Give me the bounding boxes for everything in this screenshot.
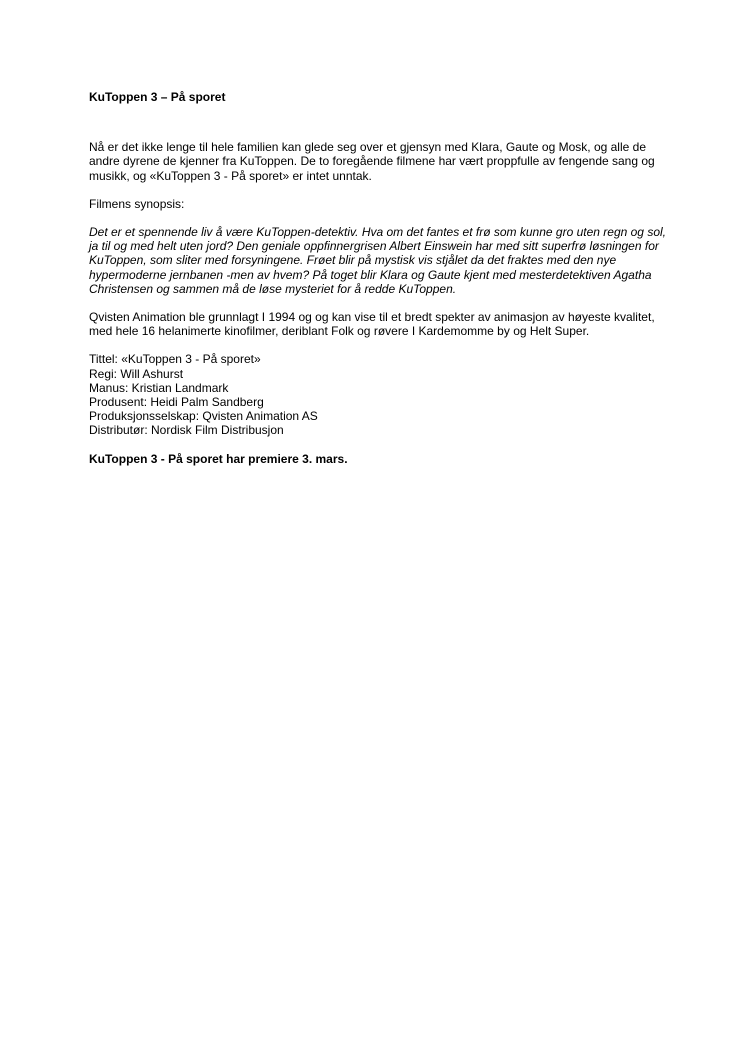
synopsis-paragraph: Det er et spennende liv å være KuToppen-detektiv. Hva om det fantes et frø som kunne gro uten regn og sol, ja til og med helt uten jord? Den geniale oppfinnergrisen Albert Einswein har med sitt superfrø løsningen for KuToppen, som sliter med forsyningene. Frøet blir på mystisk vis stjålet da det fraktes med den nye hypermoderne jernbanen -men av hvem? På toget blir Klara og Gaute kjent med mesterdetektiven Agatha Christensen og sammen må de løse mysteriet for å redde KuToppen. [89,225,666,296]
credit-distributor: Distributør: Nordisk Film Distribusjon [89,423,284,438]
credit-company: Produksjonsselskap: Qvisten Animation AS [89,409,318,424]
about-paragraph: Qvisten Animation ble grunnlagt I 1994 og og kan vise til et bredt spekter av animasjon av høyeste kvalitet, med hele 16 helanimerte kinofilmer, deriblant Folk og røvere I Kardemomme by og Helt Super. [89,310,655,339]
credit-title: Tittel: «KuToppen 3 - På sporet» [89,352,261,367]
credit-writer: Manus: Kristian Landmark [89,380,229,395]
intro-paragraph: Nå er det ikke lenge til hele familien kan glede seg over et gjensyn med Klara, Gaute og Mosk, og alle de andre dyrene de kjenner fra KuToppen. De to foregående filmene har vært proppfulle av fengende sang og musikk, og «KuToppen 3 - På sporet» er intet unntak. [89,140,655,183]
credit-producer: Produsent: Heidi Palm Sandberg [89,395,264,410]
synopsis-label: Filmens synopsis: [89,196,185,211]
credits-list [89,352,669,437]
document-title: KuToppen 3 – På sporet [89,90,226,104]
credit-director: Regi: Will Ashurst [89,366,184,381]
premiere-line: KuToppen 3 - På sporet har premiere 3. mars. [89,451,348,466]
document-page [89,90,669,466]
